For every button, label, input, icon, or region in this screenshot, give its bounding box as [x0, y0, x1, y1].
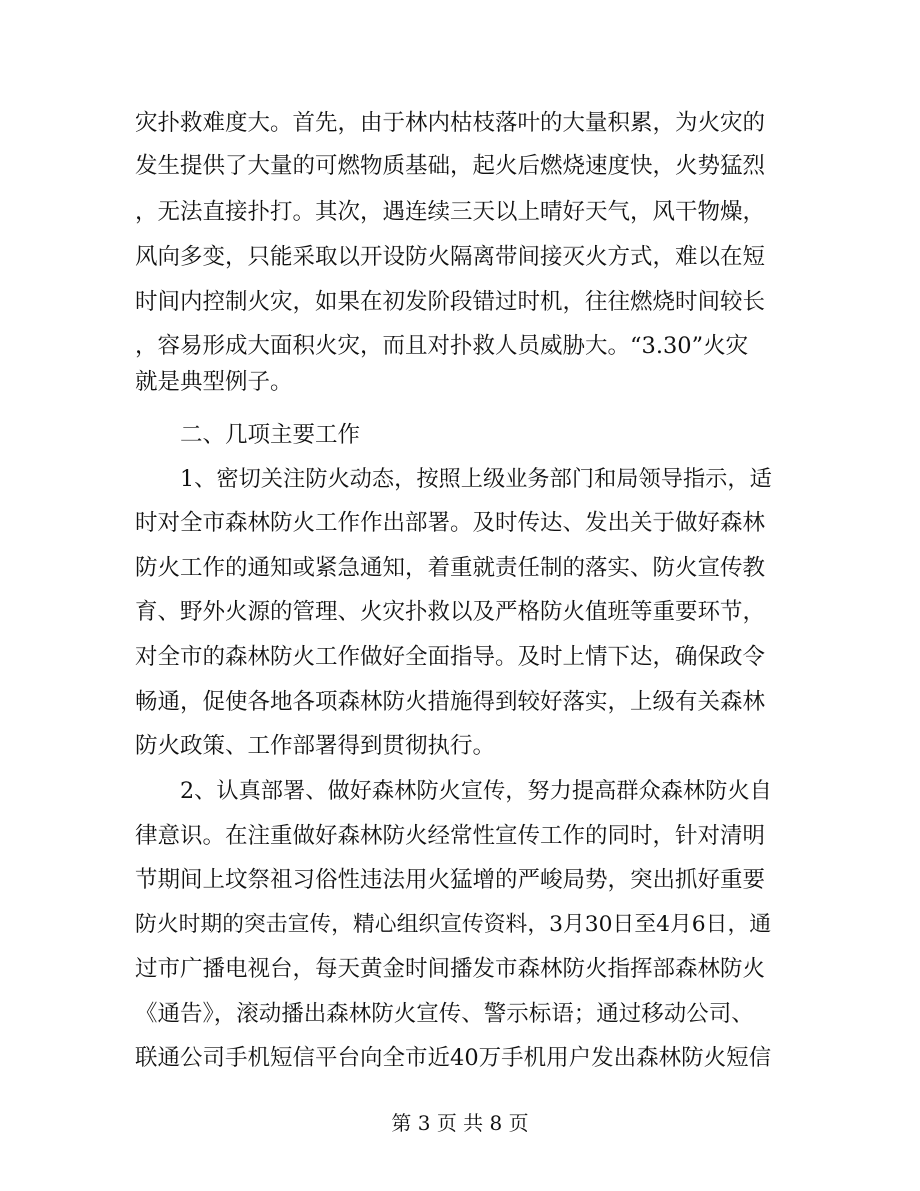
text-line: 过市广播电视台，每天黄金时间播发市森林防火指挥部森林防火: [135, 956, 766, 982]
text-line: 育、野外火源的管理、火灾扑救以及严格防火值班等重要环节，: [135, 599, 766, 625]
text-line: 灾扑救难度大。首先，由于林内枯枝落叶的大量积累，为火灾的: [135, 110, 766, 136]
text-line: 时对全市森林防火工作作出部署。及时传达、发出关于做好森林: [135, 510, 766, 536]
text-line: 畅通，促使各地各项森林防火措施得到较好落实，上级有关森林: [135, 689, 766, 715]
text-line: 时间内控制火灾，如果在初发阶段错过时机，往往燃烧时间较长: [135, 289, 766, 315]
text-line: 节期间上坟祭祖习俗性违法用火猛增的严峻局势，突出抓好重要: [135, 867, 766, 893]
text-line: 联通公司手机短信平台向全市近40万手机用户发出森林防火短信: [135, 1045, 772, 1071]
text-line: 风向多变，只能采取以开设防火隔离带间接灭火方式，难以在短: [135, 244, 766, 270]
page-number-footer: 第 3 页 共 8 页: [391, 1111, 529, 1135]
text-line: 律意识。在注重做好森林防火经常性宣传工作的同时，针对清明: [135, 823, 766, 849]
text-line: 防火政策、工作部署得到贯彻执行。: [135, 733, 496, 759]
text-line: 就是典型例子。: [135, 369, 293, 395]
text-line: 防火工作的通知或紧急通知，着重就责任制的落实、防火宣传教: [135, 555, 766, 581]
text-line: 2、认真部署、做好森林防火宣传，努力提高群众森林防火自: [180, 778, 772, 804]
text-line: 对全市的森林防火工作做好全面指导。及时上情下达，确保政令: [135, 644, 766, 670]
text-line: ，无法直接扑打。其次，遇连续三天以上晴好天气，风干物燥，: [135, 199, 766, 225]
text-line: 防火时期的突击宣传，精心组织宣传资料，3月30日至4月6日，通: [135, 912, 772, 937]
text-line: 《通告》，滚动播出森林防火宣传、警示标语；通过移动公司、: [135, 1001, 754, 1027]
text-line: 1、密切关注防火动态，按照上级业务部门和局领导指示，适: [180, 466, 772, 492]
section-heading: 二、几项主要工作: [180, 422, 361, 448]
text-line: ，容易形成大面积火灾，而且对扑救人员威胁大。“3.30”火灾: [135, 333, 749, 359]
text-line: 发生提供了大量的可燃物质基础，起火后燃烧速度快，火势猛烈: [135, 153, 766, 179]
